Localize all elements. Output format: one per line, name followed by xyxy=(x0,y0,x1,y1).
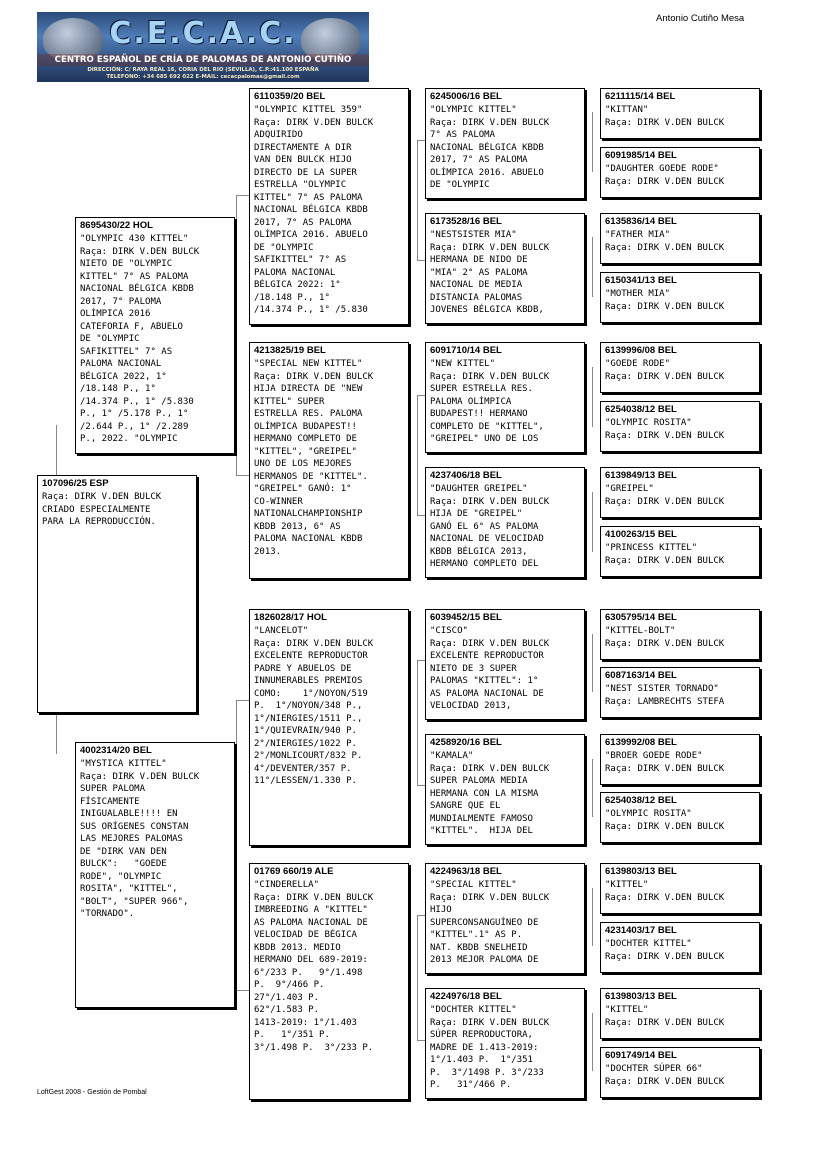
pigeon-card-subject[interactable] xyxy=(37,475,197,713)
connector-line xyxy=(56,712,57,754)
connector-line xyxy=(417,660,425,661)
pigeon-description: "NEST SISTER TORNADO" Raça: LAMBRECHTS STEFA xyxy=(605,684,725,707)
ring-number: 6091985/14 BEL xyxy=(605,150,677,161)
ring-number: 4100263/15 BEL xyxy=(605,529,677,540)
pigeon-description: "OLYMPIC 430 KITTEL" Raça: DIRK V.DEN BULCK NIETO DE "OLYMPIC KITTEL" 7° AS PALOMA NACIONAL BÉLGICA KBDB 2017, 7° PALOMA OLÍMPICA 2016 CATEFORIA F, ABUELO DE "OLYMPIC SAFIKITTEL" 7° AS PALOMA NACIONAL BÉLGICA 2022, 1° /18.148 P., 1° /14.374 P., 1° /5.830 P., 1° /5.178 P., 1° /2.644 P., 1° /2.289 P., 2022. "OLYMPIC xyxy=(80,234,200,444)
pigeon-card-gen4-2[interactable] xyxy=(425,213,585,324)
pigeon-description: "DAUGHTER GOEDE RODE" Raça: DIRK V.DEN BULCK xyxy=(605,164,725,187)
ring-number: 6139803/13 BEL xyxy=(605,991,677,1002)
ring-number: 6245006/16 BEL xyxy=(430,91,502,102)
ring-number: 1826028/17 HOL xyxy=(254,612,327,623)
pigeon-description: "PRINCESS KITTEL" Raça: DIRK V.DEN BULCK xyxy=(605,543,725,566)
pigeon-description: "NEW KITTEL" Raça: DIRK V.DEN BULCK SUPER ESTRELLA RES. PALOMA OLÍMPICA BUDAPEST!! HERMANO COMPLETO DE "KITTEL", "GREIPEL" UNO DE LOS xyxy=(430,359,550,444)
pigeon-card-gen4-1[interactable] xyxy=(425,88,585,199)
ring-number: 107096/25 ESP xyxy=(42,478,109,489)
connector-line xyxy=(236,475,250,476)
pigeon-description: "DAUGHTER GREIPEL" Raça: DIRK V.DEN BULCK HIJA DE "GREIPEL" GANÓ EL 6° AS PALOMA NACIONAL DE VELOCIDAD KBDB BÉLGICA 2013, HERMANO COMPLETO DEL xyxy=(430,484,550,569)
pigeon-card-gen5-16[interactable] xyxy=(600,1047,760,1098)
logo-phone-email: TELEFONO: +34 685 692 022 E-MAIL: cecacpalomas@gmail.com xyxy=(106,74,300,80)
pigeon-card-gen5-5[interactable] xyxy=(600,342,760,393)
ring-number: 6139996/08 BEL xyxy=(605,345,677,356)
connector-line xyxy=(417,660,418,785)
pigeon-card-dam[interactable] xyxy=(75,742,235,1008)
ring-number: 6091749/14 BEL xyxy=(605,1050,677,1061)
connector-line xyxy=(592,237,593,297)
connector-line xyxy=(236,990,250,991)
pigeon-card-gen4-3[interactable] xyxy=(425,342,585,453)
connector-line xyxy=(417,140,425,141)
connector-line xyxy=(592,367,593,427)
ring-number: 6039452/15 BEL xyxy=(430,612,502,623)
footer-credit: LoftGest 2008 - Gestión de Pombal xyxy=(37,1089,147,1096)
pigeon-description: "KITTEL" Raça: DIRK V.DEN BULCK xyxy=(605,1005,725,1028)
pigeon-description: "LANCELOT" Raça: DIRK V.DEN BULCK EXCELENTE REPRODUCTOR PADRE Y ABUELOS DE INNUMERABLES PREMIOS COMO: 1°/NOYON/519 P. 1°/NOYON/348 P., 1°/NIERGIES/1511 P., 1°/QUIEVRAIN/940 P. 2°/NIERGIES/1022 P. 2°/MONLICOURT/832 P. 4°/DEVENTER/357 P. 11°/LESSEN/1.330 P. xyxy=(254,626,374,786)
connector-line xyxy=(417,260,425,261)
pigeon-card-gen5-14[interactable] xyxy=(600,922,760,973)
pigeon-card-gen5-12[interactable] xyxy=(600,792,760,843)
ring-number: 4258920/16 BEL xyxy=(430,737,502,748)
pigeon-card-sire-sire[interactable] xyxy=(249,88,409,325)
ring-number: 6135836/14 BEL xyxy=(605,216,677,227)
ring-number: 6305795/14 BEL xyxy=(605,612,677,623)
connector-line xyxy=(236,195,250,196)
ring-number: 4224976/18 BEL xyxy=(430,991,502,1002)
pigeon-description: "MYSTICA KITTEL" Raça: DIRK V.DEN BULCK SUPER PALOMA FÍSICAMENTE INIGUALABLE!!!! EN SUS ORÍGENES CONSTAN LAS MEJORES PALOMAS DE "DIRK VAN DEN BULCK": "GOEDE RODE", "OLYMPIC ROSITA", "KITTEL", "BOLT", "SUPER 966", "TORNADO". xyxy=(80,759,200,919)
pigeon-description: "GOEDE RODE" Raça: DIRK V.DEN BULCK xyxy=(605,359,725,382)
connector-line xyxy=(592,634,593,692)
pigeon-card-gen5-15[interactable] xyxy=(600,988,760,1039)
connector-line xyxy=(56,425,57,476)
ring-number: 6091710/14 BEL xyxy=(430,345,502,356)
pigeon-card-sire[interactable] xyxy=(75,217,235,454)
ring-number: 6254038/12 BEL xyxy=(605,795,677,806)
pigeon-description: "NESTSISTER MIA" Raça: DIRK V.DEN BULCK HERMANA DE NIDO DE "MIA" 2° AS PALOMA NACIONAL DE MEDIA DISTANCIA PALOMAS JOVENES BÉLGICA KBDB, xyxy=(430,230,550,315)
pigeon-description: "OLYMPIC KITTEL 359" Raça: DIRK V.DEN BULCK ADQUIRIDO DIRECTAMENTE A DIR VAN DEN BULCK HIJO DIRECTO DE LA SUPER ESTRELLA "OLYMPIC KITTEL" 7° AS PALOMA NACIONAL BÉLGICA KBDB 2017, 7° AS PALOMA OLÍMPICA 2016. ABUELO DE "OLYMPIC SAFIKITTEL" 7° AS PALOMA NACIONAL BÉLGICA 2022: 1° /18.148 P., 1° /14.374 P., 1° /5.830 xyxy=(254,105,374,315)
pigeon-description: "BROER GOEDE RODE" Raça: DIRK V.DEN BULCK xyxy=(605,751,725,774)
pigeon-card-gen5-8[interactable] xyxy=(600,526,760,577)
ring-number: 6087163/14 BEL xyxy=(605,670,677,681)
ring-number: 6150341/13 BEL xyxy=(605,275,677,286)
connector-line xyxy=(417,915,425,916)
pigeon-description: "KITTEL" Raça: DIRK V.DEN BULCK xyxy=(605,880,725,903)
connector-line xyxy=(417,140,418,260)
pigeon-description: "CISCO" Raça: DIRK V.DEN BULCK EXCELENTE REPRODUCTOR NIETO DE 3 SUPER PALOMAS "KITTEL": 1° AS PALOMA NACIONAL DE VELOCIDAD 2013, xyxy=(430,626,550,711)
connector-line xyxy=(417,515,425,516)
connector-line xyxy=(592,1013,593,1071)
pigeon-description: "KAMALA" Raça: DIRK V.DEN BULCK SUPER PALOMA MEDIA HERMANA CON LA MISMA SANGRE QUE EL MUNDIALMENTE FAMOSO "KITTEL". HIJA DEL xyxy=(430,751,550,836)
pigeon-description: "GREIPEL" Raça: DIRK V.DEN BULCK xyxy=(605,484,725,507)
pigeon-card-gen5-3[interactable] xyxy=(600,213,760,264)
connector-line xyxy=(236,195,237,475)
connector-line xyxy=(592,112,593,172)
connector-line xyxy=(592,888,593,946)
connector-line xyxy=(592,759,593,817)
ring-number: 4002314/20 BEL xyxy=(80,745,152,756)
logo-title: C.E.C.A.C. xyxy=(109,16,297,51)
pigeon-card-gen5-1[interactable] xyxy=(600,88,760,139)
pigeon-card-gen4-4[interactable] xyxy=(425,467,585,578)
pigeon-description: "OLYMPIC KITTEL" Raça: DIRK V.DEN BULCK 7° AS PALOMA NACIONAL BÉLGICA KBDB 2017, 7° AS PALOMA OLÍMPICA 2016. ABUELO DE "OLYMPIC xyxy=(430,105,550,190)
pigeon-card-gen4-7[interactable] xyxy=(425,863,585,974)
author-name: Antonio Cutiño Mesa xyxy=(656,13,745,24)
pigeon-card-dam-sire[interactable] xyxy=(249,609,409,846)
logo-address: DIRECCIÓN: C/ RAYA REAL 16, CORIA DEL RIO (SEVILLA), C.P.:41.100 ESPAÑA xyxy=(87,67,319,73)
pigeon-card-gen4-5[interactable] xyxy=(425,609,585,720)
ring-number: 6139849/13 BEL xyxy=(605,470,677,481)
logo-contact xyxy=(37,67,369,81)
ring-number: 4213825/19 BEL xyxy=(254,345,326,356)
pigeon-description: "DOCHTER SÚPER 66" Raça: DIRK V.DEN BULCK xyxy=(605,1064,725,1087)
pigeon-card-gen5-2[interactable] xyxy=(600,147,760,198)
ring-number: 6211115/14 BEL xyxy=(605,91,676,102)
pigeon-card-gen4-8[interactable] xyxy=(425,988,585,1099)
pigeon-description: "CINDERELLA" Raça: DIRK V.DEN BULCK IMBREEDING A "KITTEL" AS PALOMA NACIONAL DE VELOCIDAD DE BÉGICA KBDB 2013. MEDIO HERMANO DEL 689-2019: 6°/233 P. 9°/1.498 P. 9°/466 P. 27°/1.403 P. 62°/1.583 P. 1413-2019: 1°/1.403 P. 1°/351 P. 3°/1.498 P. 3°/233 P. xyxy=(254,880,374,1053)
logo-subtitle: CENTRO ESPAÑOL DE CRÍA DE PALOMAS DE ANTONIO CUTIÑO xyxy=(37,54,369,66)
pigeon-card-gen5-10[interactable] xyxy=(600,667,760,718)
pigeon-description: Raça: DIRK V.DEN BULCK CRIADO ESPECIALMENTE PARA LA REPRODUCCIÓN. xyxy=(42,492,162,527)
connector-line xyxy=(417,785,425,786)
pigeon-description: "MOTHER MIA" Raça: DIRK V.DEN BULCK xyxy=(605,289,725,312)
ring-number: 01769 660/19 ALE xyxy=(254,866,334,877)
pigeon-description: "DOCHTER KITTEL" Raça: DIRK V.DEN BULCK SÚPER REPRODUCTORA, MADRE DE 1.413-2019: 1°/1.403 P. 1°/351 P. 3°/1498 P. 3°/233 P. 31°/466 P. xyxy=(430,1005,550,1090)
pigeon-description: "KITTEL-BOLT" Raça: DIRK V.DEN BULCK xyxy=(605,626,725,649)
cecac-logo xyxy=(37,12,369,82)
connector-line xyxy=(417,395,425,396)
pigeon-card-gen5-6[interactable] xyxy=(600,401,760,452)
pigeon-card-gen5-11[interactable] xyxy=(600,734,760,785)
ring-number: 8695430/22 HOL xyxy=(80,220,153,231)
pigeon-description: "SPECIAL NEW KITTEL" Raça: DIRK V.DEN BULCK HIJA DIRECTA DE "NEW KITTEL" SUPER ESTRELLA RES. PALOMA OLÍMPICA BUDAPEST!! HERMANO COMPLETO DE "KITTEL", "GREIPEL" UNO DE LOS MEJORES HERMANOS DE "KITTEL". "GREIPEL" GANÓ: 1° CO-WINNER NATIONALCHAMPIONSHIP KBDB 2013, 6° AS PALOMA NACIONAL KBDB 2013. xyxy=(254,359,374,557)
pigeon-description: "KITTAN" Raça: DIRK V.DEN BULCK xyxy=(605,105,725,128)
pigeon-description: "DOCHTER KITTEL" Raça: DIRK V.DEN BULCK xyxy=(605,939,725,962)
connector-line xyxy=(236,700,250,701)
ring-number: 4224963/18 BEL xyxy=(430,866,502,877)
pigeon-description: "FATHER MIA" Raça: DIRK V.DEN BULCK xyxy=(605,230,725,253)
connector-line xyxy=(417,915,418,1040)
connector-line xyxy=(417,1040,425,1041)
pigeon-description: "OLYMPIC ROSITA" Raça: DIRK V.DEN BULCK xyxy=(605,418,725,441)
pigeon-card-gen5-13[interactable] xyxy=(600,863,760,914)
pigeon-card-sire-dam[interactable] xyxy=(249,342,409,579)
ring-number: 6110359/20 BEL xyxy=(254,91,326,102)
pigeon-card-gen5-7[interactable] xyxy=(600,467,760,518)
pigeon-description: "SPECIAL KITTEL" Raça: DIRK V.DEN BULCK HIJO SUPERCONSANGUÍNEO DE "KITTEL".1° AS P. NAT. KBDB SNELHEID 2013 MEJOR PALOMA DE xyxy=(430,880,550,965)
connector-line xyxy=(417,395,418,515)
connector-line xyxy=(592,492,593,552)
connector-line xyxy=(236,700,237,990)
ring-number: 6139992/08 BEL xyxy=(605,737,677,748)
pigeon-card-dam-dam[interactable] xyxy=(249,863,409,1100)
ring-number: 6139803/13 BEL xyxy=(605,866,677,877)
pigeon-card-gen4-6[interactable] xyxy=(425,734,585,845)
ring-number: 6173528/16 BEL xyxy=(430,216,502,227)
pigeon-card-gen5-4[interactable] xyxy=(600,272,760,323)
ring-number: 4231403/17 BEL xyxy=(605,925,677,936)
pigeon-description: "OLYMPIC ROSITA" Raça: DIRK V.DEN BULCK xyxy=(605,809,725,832)
pigeon-card-gen5-9[interactable] xyxy=(600,609,760,660)
ring-number: 6254038/12 BEL xyxy=(605,404,677,415)
ring-number: 4237406/18 BEL xyxy=(430,470,502,481)
